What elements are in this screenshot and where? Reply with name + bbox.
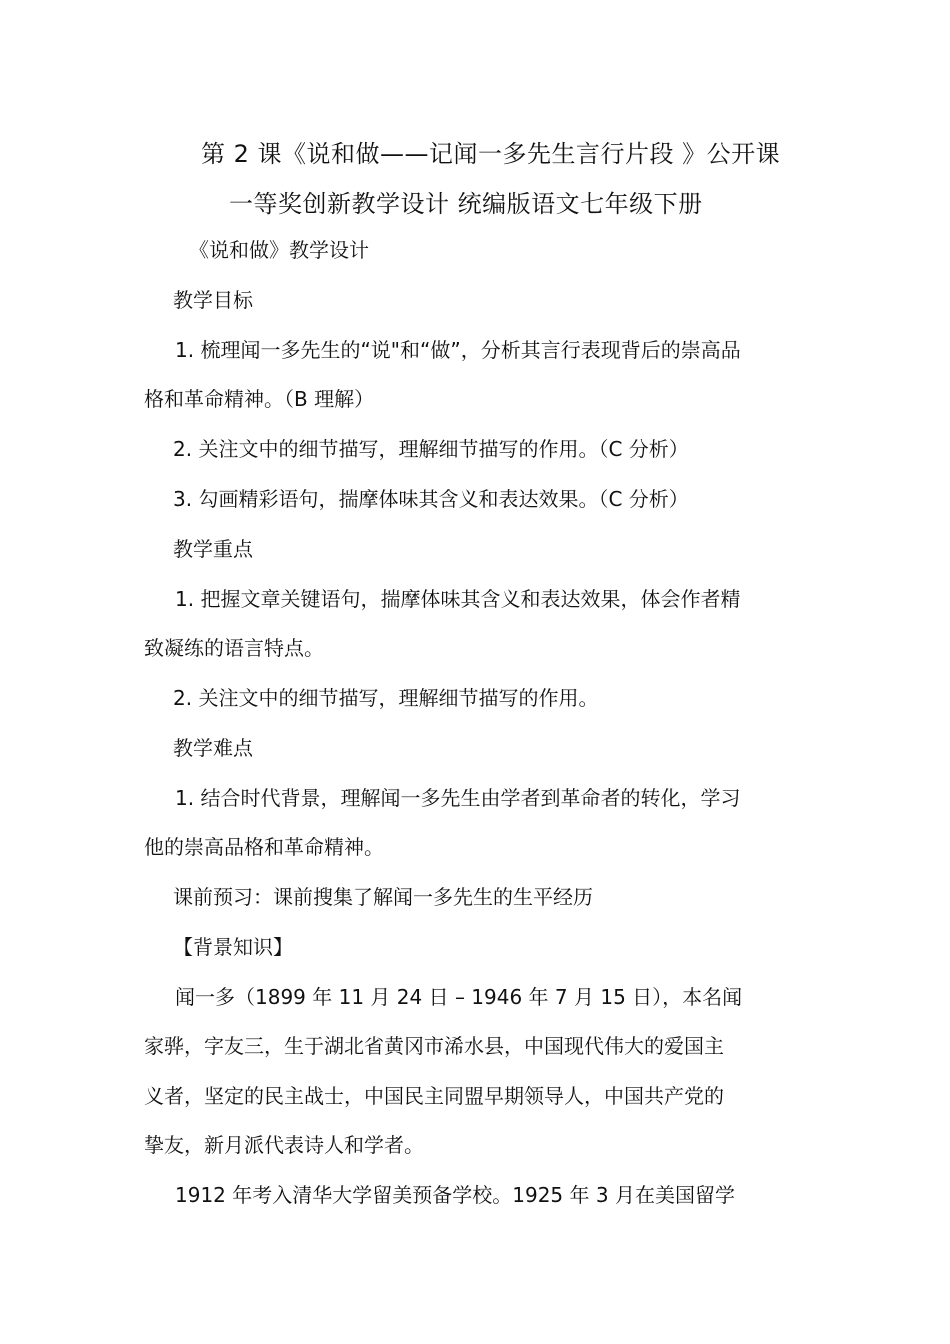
goal-3: 3. 勾画精彩语句，揣摩体味其含义和表达效果。（C 分析） (173, 487, 689, 511)
biography-2-line-1: 1912 年考入清华大学留美预备学校。1925 年 3 月在美国留学 (175, 1183, 735, 1207)
biography-line-3: 义者，坚定的民主战士，中国民主同盟早期领导人，中国共产党的 (144, 1084, 724, 1108)
document-subtitle: 《说和做》教学设计 (189, 238, 369, 262)
biography-line-4: 挚友，新月派代表诗人和学者。 (144, 1133, 424, 1157)
difficulty-1-line-2: 他的崇高品格和革命精神。 (144, 835, 384, 859)
key-points-heading: 教学重点 (173, 537, 253, 561)
goal-2: 2. 关注文中的细节描写，理解细节描写的作用。（C 分析） (173, 437, 689, 461)
biography-line-1: 闻一多（1899 年 11 月 24 日 – 1946 年 7 月 15 日），本名闻 (175, 985, 743, 1009)
difficulty-heading: 教学难点 (173, 736, 253, 760)
goal-1-line-1: 1. 梳理闻一多先生的“说"和“做”，分析其言行表现背后的崇高品 (175, 338, 741, 362)
key-point-2: 2. 关注文中的细节描写，理解细节描写的作用。 (173, 686, 599, 710)
key-point-1-line-1: 1. 把握文章关键语句，揣摩体味其含义和表达效果，体会作者精 (175, 587, 741, 611)
biography-line-2: 家骅，字友三，生于湖北省黄冈市浠水县，中国现代伟大的爱国主 (144, 1034, 724, 1058)
preview-task: 课前预习：课前搜集了解闻一多先生的生平经历 (173, 885, 593, 909)
teaching-goals-heading: 教学目标 (173, 288, 253, 312)
document-title-line-1: 第 2 课《说和做——记闻一多先生言行片段 》公开课 (201, 140, 781, 168)
key-point-1-line-2: 致凝练的语言特点。 (144, 636, 324, 660)
document-title-line-2: 一等奖创新教学设计 统编版语文七年级下册 (229, 190, 703, 218)
background-heading: 【背景知识】 (173, 935, 293, 959)
difficulty-1-line-1: 1. 结合时代背景，理解闻一多先生由学者到革命者的转化，学习 (175, 786, 741, 810)
goal-1-line-2: 格和革命精神。（B 理解） (144, 387, 375, 411)
